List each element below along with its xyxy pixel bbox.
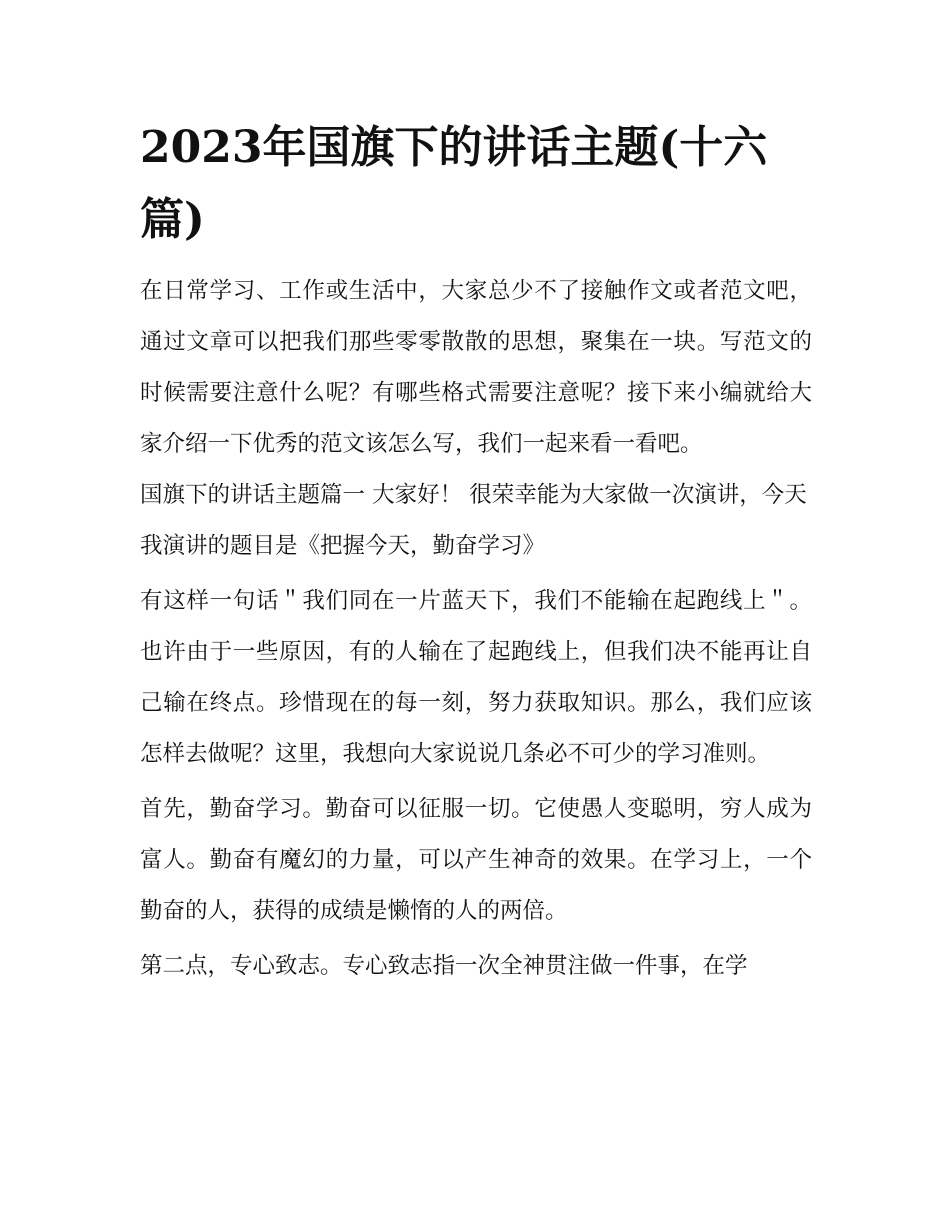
paragraph-intro: 在日常学习、工作或生活中，大家总少不了接触作文或者范文吧，通过文章可以把我们那些零零散散的思想，聚集在一块。写范文的时候需要注意什么呢？有哪些格式需要注意呢？接下来小编就给大家介绍一下优秀的范文该怎么写，我们一起来看一看吧。 [140, 278, 812, 457]
paragraph-diligence: 首先，勤奋学习。勤奋可以征服一切。它使愚人变聪明，穷人成为富人。勤奋有魔幻的力量，可以产生神奇的效果。在学习上，一个勤奋的人，获得的成绩是懒惰的人的两倍。 [140, 796, 812, 924]
document-body [140, 112, 812, 996]
document-title: 2023年国旗下的讲话主题(十六篇) [140, 122, 768, 245]
paragraph-starting-line: 有这样一句话＂我们同在一片蓝天下，我们不能输在起跑线上＂。也许由于一些原因，有的人输在了起跑线上，但我们决不能再让自己输在终点。珍惜现在的每一刻，努力获取知识。那么，我们应该怎样去做呢？这里，我想向大家说说几条必不可少的学习准则。 [140, 588, 812, 767]
paragraph-speech-opening: 国旗下的讲话主题篇一 大家好！ 很荣幸能为大家做一次演讲，今天我演讲的题目是《把握今天，勤奋学习》 [140, 482, 807, 559]
paragraph-concentration: 第二点，专心致志。专心致志指一次全神贯注做一件事，在学 [140, 953, 748, 979]
